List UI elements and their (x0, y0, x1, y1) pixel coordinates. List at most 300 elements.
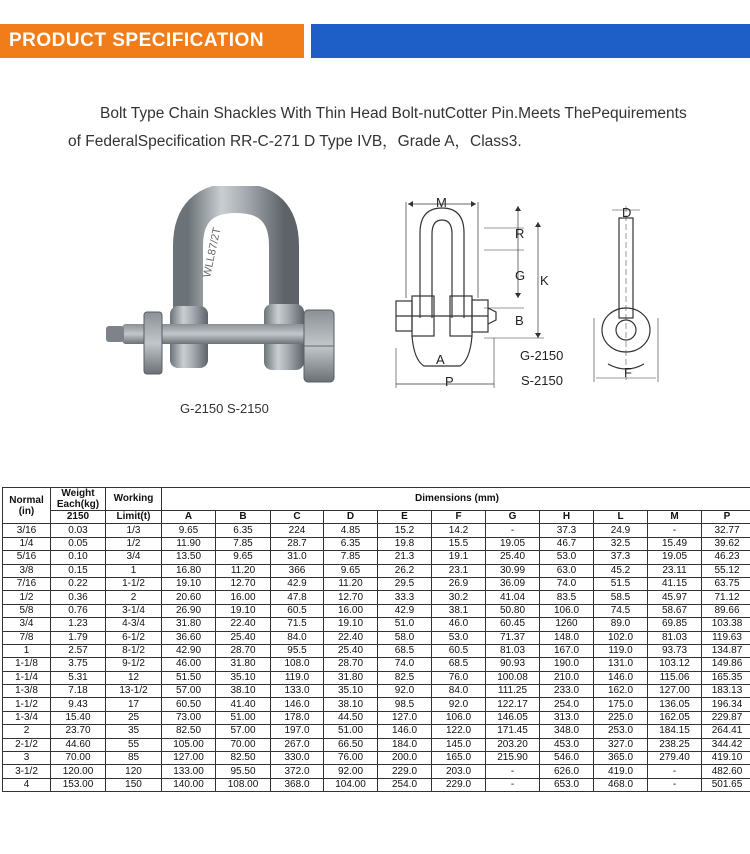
table-cell: 21.3 (378, 551, 432, 564)
table-cell: 71.37 (486, 631, 540, 644)
table-cell: 89.0 (594, 618, 648, 631)
table-cell: 38.10 (216, 685, 271, 698)
table-cell: 32.77 (702, 524, 750, 537)
shackle-stamp: WLL87/2T (201, 226, 224, 279)
table-cell: 626.0 (540, 765, 594, 778)
table-cell: 183.13 (702, 685, 750, 698)
table-cell: 146.0 (378, 725, 432, 738)
table-cell: 1/2 (3, 591, 51, 604)
table-cell: 25 (106, 711, 162, 724)
table-cell: 28.7 (271, 537, 324, 550)
table-cell: 35.10 (216, 671, 271, 684)
table-cell: 19.8 (378, 537, 432, 550)
table-cell: 119.0 (594, 644, 648, 657)
technical-drawing (384, 188, 684, 398)
table-cell: 344.42 (702, 738, 750, 751)
table-cell: - (648, 524, 702, 537)
table-cell: 53.0 (540, 551, 594, 564)
table-cell: 11.20 (324, 577, 378, 590)
table-cell: 81.03 (486, 644, 540, 657)
header-col-d: D (324, 511, 378, 524)
table-cell: 119.0 (271, 671, 324, 684)
table-cell: 9.65 (324, 564, 378, 577)
table-cell: 17 (106, 698, 162, 711)
table-cell: 51.50 (162, 671, 216, 684)
table-cell: 136.05 (648, 698, 702, 711)
table-cell: 9.65 (216, 551, 271, 564)
table-cell: 184.15 (648, 725, 702, 738)
table-cell: 197.0 (271, 725, 324, 738)
table-cell: 46.00 (162, 658, 216, 671)
table-cell: 51.00 (216, 711, 271, 724)
table-cell: 41.04 (486, 591, 540, 604)
table-cell: 653.0 (540, 778, 594, 791)
table-cell: 106.0 (432, 711, 486, 724)
table-cell: 32.5 (594, 537, 648, 550)
table-cell: 148.0 (540, 631, 594, 644)
header-weight-model: 2150 (51, 511, 106, 524)
table-cell: 1.23 (51, 618, 106, 631)
table-cell: 29.5 (378, 577, 432, 590)
table-cell: 70.00 (51, 752, 106, 765)
table-cell: 501.65 (702, 778, 750, 791)
table-cell: 26.90 (162, 604, 216, 617)
table-cell: 19.10 (324, 618, 378, 631)
table-cell: 1.79 (51, 631, 106, 644)
table-cell: 58.67 (648, 604, 702, 617)
table-cell: 37.3 (594, 551, 648, 564)
table-cell: 63.0 (540, 564, 594, 577)
table-cell: 4-3/4 (106, 618, 162, 631)
table-row (3, 577, 750, 590)
table-cell: 106.0 (540, 604, 594, 617)
table-cell: 98.5 (378, 698, 432, 711)
table-cell: 70.00 (216, 738, 271, 751)
table-cell: 45.2 (594, 564, 648, 577)
table-cell: 365.0 (594, 752, 648, 765)
table-cell: 28.70 (216, 644, 271, 657)
table-cell: 108.0 (271, 658, 324, 671)
section-title: PRODUCT SPECIFICATION (9, 30, 265, 51)
table-cell: 74.5 (594, 604, 648, 617)
table-cell: 108.00 (216, 778, 271, 791)
table-cell: 3/8 (3, 564, 51, 577)
header-col-b: B (216, 511, 271, 524)
table-cell: 115.06 (648, 671, 702, 684)
table-cell: 100.08 (486, 671, 540, 684)
table-cell: 47.8 (271, 591, 324, 604)
table-cell: 146.0 (271, 698, 324, 711)
table-cell: 120.00 (51, 765, 106, 778)
header-col-m: M (648, 511, 702, 524)
header-weight: Weight Each(kg) (51, 488, 106, 511)
table-cell: 30.99 (486, 564, 540, 577)
table-cell: 0.36 (51, 591, 106, 604)
table-cell: 103.12 (648, 658, 702, 671)
table-cell: 215.90 (486, 752, 540, 765)
table-cell: 36.09 (486, 577, 540, 590)
table-cell: 25.40 (216, 631, 271, 644)
table-row (3, 698, 750, 711)
dim-label-m: M (436, 195, 447, 210)
table-cell: 0.76 (51, 604, 106, 617)
table-cell: 95.50 (216, 765, 271, 778)
table-cell: 93.73 (648, 644, 702, 657)
table-cell: 92.00 (324, 765, 378, 778)
table-cell: 19.05 (486, 537, 540, 550)
table-cell: 12 (106, 671, 162, 684)
specification-table (2, 487, 750, 792)
table-cell: 127.0 (378, 711, 432, 724)
table-cell: 0.05 (51, 537, 106, 550)
table-cell: 71.12 (702, 591, 750, 604)
table-cell: 149.86 (702, 658, 750, 671)
table-cell: 1/3 (106, 524, 162, 537)
table-cell: 20.60 (162, 591, 216, 604)
table-cell: 5.31 (51, 671, 106, 684)
table-cell: 1-3/8 (3, 685, 51, 698)
table-cell: 9.43 (51, 698, 106, 711)
table-cell: 366 (271, 564, 324, 577)
table-cell: 71.5 (271, 618, 324, 631)
table-cell: 13-1/2 (106, 685, 162, 698)
table-cell: 31.80 (324, 671, 378, 684)
section-title-banner (0, 24, 304, 58)
dim-label-g: G (515, 268, 526, 283)
table-row (3, 765, 750, 778)
table-row (3, 738, 750, 751)
table-cell: 102.0 (594, 631, 648, 644)
table-row (3, 778, 750, 791)
table-cell: 0.10 (51, 551, 106, 564)
table-cell: 1/2 (106, 537, 162, 550)
table-row (3, 604, 750, 617)
table-row (3, 725, 750, 738)
table-cell: 23.11 (648, 564, 702, 577)
table-cell: 6-1/2 (106, 631, 162, 644)
table-cell: 68.5 (432, 658, 486, 671)
table-cell: 2 (3, 725, 51, 738)
dim-label-k: K (540, 273, 549, 288)
table-cell: 327.0 (594, 738, 648, 751)
table-cell: 468.0 (594, 778, 648, 791)
table-cell: - (486, 778, 540, 791)
table-cell: 419.0 (594, 765, 648, 778)
table-cell: 82.5 (378, 671, 432, 684)
table-cell: 153.00 (51, 778, 106, 791)
table-cell: - (486, 765, 540, 778)
table-cell: 3/4 (106, 551, 162, 564)
table-cell: 35.10 (324, 685, 378, 698)
table-cell: 51.00 (324, 725, 378, 738)
table-cell: 127.00 (162, 752, 216, 765)
table-cell: 200.0 (378, 752, 432, 765)
table-cell: 140.00 (162, 778, 216, 791)
table-cell: 50.80 (486, 604, 540, 617)
dim-label-b: B (515, 313, 524, 328)
table-cell: 82.50 (216, 752, 271, 765)
table-row (3, 591, 750, 604)
table-cell: 196.34 (702, 698, 750, 711)
table-cell: 36.60 (162, 631, 216, 644)
table-cell: 45.97 (648, 591, 702, 604)
table-cell: 133.00 (162, 765, 216, 778)
table-cell: 368.0 (271, 778, 324, 791)
table-cell: 233.0 (540, 685, 594, 698)
table-cell: 4 (3, 778, 51, 791)
table-cell: 31.80 (162, 618, 216, 631)
table-cell: 1 (106, 564, 162, 577)
table-subheader-row (3, 511, 750, 524)
table-cell: 150 (106, 778, 162, 791)
table-cell: 162.05 (648, 711, 702, 724)
table-cell: 90.93 (486, 658, 540, 671)
table-cell: 482.60 (702, 765, 750, 778)
table-cell: 16.00 (216, 591, 271, 604)
table-cell: 76.00 (324, 752, 378, 765)
table-cell: 131.0 (594, 658, 648, 671)
table-cell: 372.0 (271, 765, 324, 778)
table-cell: 31.0 (271, 551, 324, 564)
dim-label-r: R (515, 226, 525, 241)
table-cell: 74.0 (378, 658, 432, 671)
table-cell: 210.0 (540, 671, 594, 684)
header-col-g: G (486, 511, 540, 524)
table-row (3, 564, 750, 577)
table-cell: 165.35 (702, 671, 750, 684)
table-cell: 7.18 (51, 685, 106, 698)
shackle-photo (100, 186, 340, 396)
table-cell: 84.0 (271, 631, 324, 644)
header-dimensions: Dimensions (mm) (162, 488, 750, 511)
table-cell: 3 (3, 752, 51, 765)
table-row (3, 537, 750, 550)
table-cell: 224 (271, 524, 324, 537)
table-cell: 9-1/2 (106, 658, 162, 671)
table-cell: 44.60 (51, 738, 106, 751)
header-col-p: P (702, 511, 750, 524)
table-cell: 39.62 (702, 537, 750, 550)
table-cell: 38.1 (432, 604, 486, 617)
table-cell: 253.0 (594, 725, 648, 738)
table-cell: 330.0 (271, 752, 324, 765)
table-cell: 1/4 (3, 537, 51, 550)
table-row (3, 671, 750, 684)
table-cell: 35 (106, 725, 162, 738)
table-cell: 15.2 (378, 524, 432, 537)
description-line-1: Bolt Type Chain Shackles With Thin Head Bolt-nutCotter Pin.Meets ThePequirements (100, 105, 687, 122)
header-col-h: H (540, 511, 594, 524)
table-cell: 25.40 (486, 551, 540, 564)
table-cell: 127.00 (648, 685, 702, 698)
table-cell: 267.0 (271, 738, 324, 751)
table-row (3, 524, 750, 537)
table-cell: 1-1/8 (3, 658, 51, 671)
table-cell: 1-1/4 (3, 671, 51, 684)
table-cell: - (648, 765, 702, 778)
table-cell: 9.65 (162, 524, 216, 537)
table-cell: 178.0 (271, 711, 324, 724)
table-cell: 5/16 (3, 551, 51, 564)
table-cell: 120 (106, 765, 162, 778)
table-cell: 11.90 (162, 537, 216, 550)
table-cell: 175.0 (594, 698, 648, 711)
table-cell: 1260 (540, 618, 594, 631)
table-cell: 229.87 (702, 711, 750, 724)
table-cell: 23.70 (51, 725, 106, 738)
table-cell: 46.0 (432, 618, 486, 631)
table-cell: 5/8 (3, 604, 51, 617)
table-cell: 1-1/2 (106, 577, 162, 590)
table-cell: 1-3/4 (3, 711, 51, 724)
table-cell: 25.40 (324, 644, 378, 657)
table-header-row (3, 488, 750, 511)
header-col-l: L (594, 511, 648, 524)
table-cell: 7.85 (216, 537, 271, 550)
table-cell: 146.0 (594, 671, 648, 684)
table-cell: 2-1/2 (3, 738, 51, 751)
table-cell: 83.5 (540, 591, 594, 604)
table-body (3, 524, 750, 792)
table-cell: 33.3 (378, 591, 432, 604)
header-col-f: F (432, 511, 486, 524)
table-cell: 74.0 (540, 577, 594, 590)
dim-label-f: F (624, 365, 632, 380)
table-cell: 190.0 (540, 658, 594, 671)
table-cell: 2 (106, 591, 162, 604)
table-cell: 22.40 (324, 631, 378, 644)
table-cell: 203.20 (486, 738, 540, 751)
table-cell: 46.23 (702, 551, 750, 564)
table-cell: 37.3 (540, 524, 594, 537)
table-cell: 2.57 (51, 644, 106, 657)
table-cell: 165.0 (432, 752, 486, 765)
table-cell: 41.40 (216, 698, 271, 711)
dim-label-d: D (622, 205, 632, 220)
table-cell: 7.85 (324, 551, 378, 564)
table-cell: 4.85 (324, 524, 378, 537)
table-cell: 162.0 (594, 685, 648, 698)
table-row (3, 644, 750, 657)
table-cell: 16.80 (162, 564, 216, 577)
table-cell: 60.5 (432, 644, 486, 657)
table-cell: 1-1/2 (3, 698, 51, 711)
table-cell: 1 (3, 644, 51, 657)
table-cell: 44.50 (324, 711, 378, 724)
table-cell: 58.5 (594, 591, 648, 604)
table-cell: 171.45 (486, 725, 540, 738)
table-cell: 30.2 (432, 591, 486, 604)
table-cell: 167.0 (540, 644, 594, 657)
table-cell: 66.50 (324, 738, 378, 751)
table-cell: 51.0 (378, 618, 432, 631)
table-cell: 419.10 (702, 752, 750, 765)
table-cell: 3-1/2 (3, 765, 51, 778)
table-cell: - (486, 524, 540, 537)
table-cell: 60.45 (486, 618, 540, 631)
table-cell: 229.0 (432, 778, 486, 791)
table-cell: 111.25 (486, 685, 540, 698)
table-cell: 46.7 (540, 537, 594, 550)
table-cell: 3/16 (3, 524, 51, 537)
table-cell: 26.2 (378, 564, 432, 577)
table-cell: 28.70 (324, 658, 378, 671)
table-cell: 145.0 (432, 738, 486, 751)
table-cell: 55 (106, 738, 162, 751)
table-cell: 105.00 (162, 738, 216, 751)
table-cell: 546.0 (540, 752, 594, 765)
table-cell: 225.0 (594, 711, 648, 724)
table-cell: 119.63 (702, 631, 750, 644)
table-cell: 38.10 (324, 698, 378, 711)
table-cell: 82.50 (162, 725, 216, 738)
table-cell: 313.0 (540, 711, 594, 724)
table-row (3, 752, 750, 765)
table-cell: 73.00 (162, 711, 216, 724)
table-cell: 19.10 (216, 604, 271, 617)
table-cell: 92.0 (378, 685, 432, 698)
table-cell: - (648, 778, 702, 791)
table-cell: 42.90 (162, 644, 216, 657)
table-cell: 60.5 (271, 604, 324, 617)
table-cell: 42.9 (271, 577, 324, 590)
table-cell: 15.40 (51, 711, 106, 724)
table-cell: 95.5 (271, 644, 324, 657)
table-cell: 19.05 (648, 551, 702, 564)
table-cell: 348.0 (540, 725, 594, 738)
header-working-limit: Limit(t) (106, 511, 162, 524)
table-cell: 146.05 (486, 711, 540, 724)
table-cell: 6.35 (216, 524, 271, 537)
table-cell: 238.25 (648, 738, 702, 751)
table-cell: 16.00 (324, 604, 378, 617)
table-cell: 15.49 (648, 537, 702, 550)
table-cell: 254.0 (540, 698, 594, 711)
table-cell: 104.00 (324, 778, 378, 791)
table-row (3, 631, 750, 644)
table-cell: 7/16 (3, 577, 51, 590)
table-cell: 63.75 (702, 577, 750, 590)
table-cell: 57.00 (162, 685, 216, 698)
table-row (3, 551, 750, 564)
table-cell: 103.38 (702, 618, 750, 631)
table-cell: 85 (106, 752, 162, 765)
table-cell: 3.75 (51, 658, 106, 671)
table-cell: 31.80 (216, 658, 271, 671)
table-cell: 6.35 (324, 537, 378, 550)
description-line-2: of FederalSpecification RR-C-271 D Type IVB，Grade A，Class3. (68, 133, 522, 150)
table-cell: 12.70 (324, 591, 378, 604)
table-cell: 203.0 (432, 765, 486, 778)
table-cell: 69.85 (648, 618, 702, 631)
table-cell: 0.15 (51, 564, 106, 577)
drawing-model-1: G-2150 (520, 348, 564, 363)
table-cell: 184.0 (378, 738, 432, 751)
table-cell: 19.10 (162, 577, 216, 590)
table-cell: 15.5 (432, 537, 486, 550)
table-cell: 89.66 (702, 604, 750, 617)
table-cell: 0.03 (51, 524, 106, 537)
table-cell: 81.03 (648, 631, 702, 644)
table-cell: 7/8 (3, 631, 51, 644)
table-cell: 133.0 (271, 685, 324, 698)
product-description (68, 100, 728, 156)
table-row (3, 658, 750, 671)
header-working: Working (106, 488, 162, 511)
table-cell: 14.2 (432, 524, 486, 537)
table-row (3, 618, 750, 631)
table-row (3, 685, 750, 698)
